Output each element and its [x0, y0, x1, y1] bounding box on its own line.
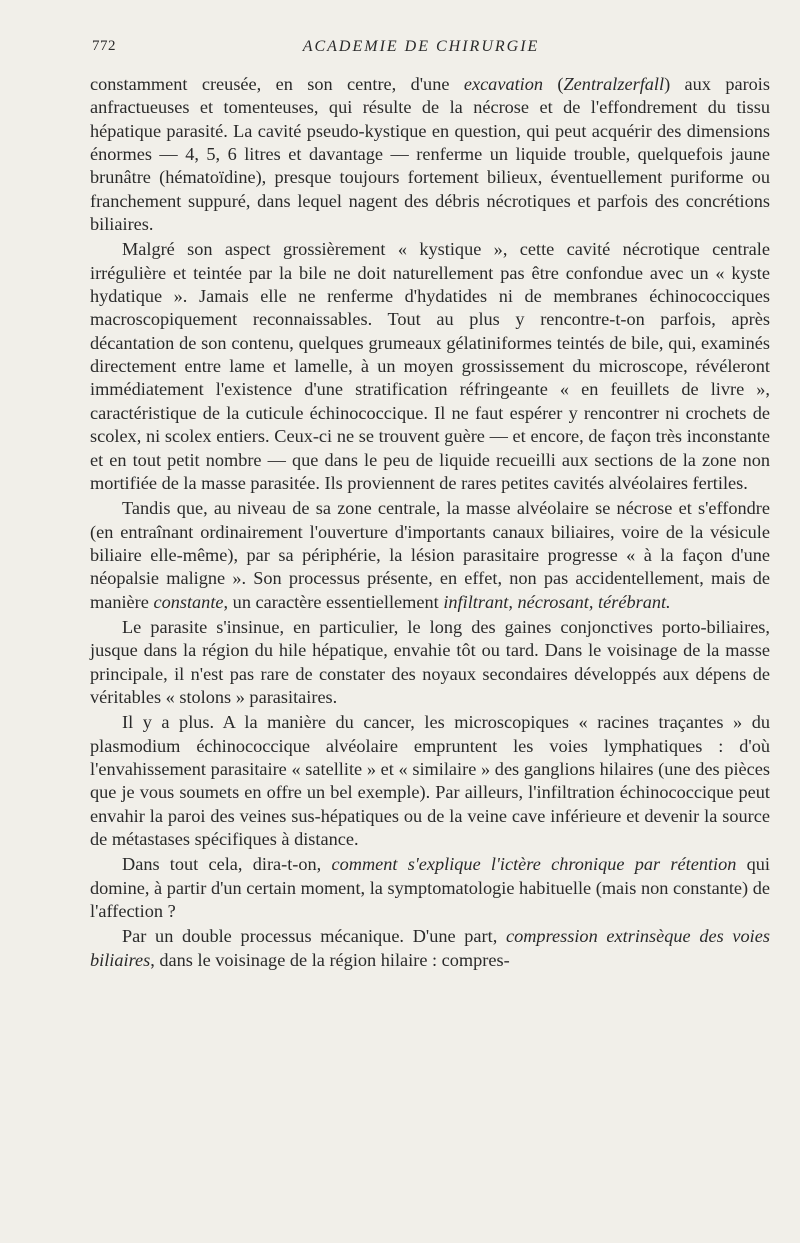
text-segment: qui domine, à partir d'un certain moment, la symptomatologie habituelle (mais non constante) de l'affection ?: [90, 854, 771, 922]
paragraph: [90, 711, 770, 851]
paragraph: [90, 616, 770, 709]
italic-text: compression extrinsèque des voies biliaires: [90, 926, 770, 970]
text-segment: Tandis que, au niveau de sa zone centrale, la masse alvéolaire se nécrose et s'effondre (en entraînant ordinairement l'ouverture d'importants canaux biliaires, voire de la vésicule biliaire elle-même), par sa périphérie, la lésion parasitaire progresse « à la façon d'une néopalsie maligne ». Son processus présente, en effet, non pas accidentellement, mais de manière: [90, 498, 770, 612]
text-segment: ) aux parois anfractueuses et tomenteuses, qui résulte de la nécrose et de l'effondrement du tissu hépatique parasité. La cavité pseudo-kystique en question, qui peut acquérir des dimensions énormes — 4, 5, 6 litres et davantage — renferme un liquide trouble, quelquefois jaune brunâtre (hématoïdine), presque toujours fortement bilieux, éventuellement puriforme ou franchement suppuré, dans lequel nagent des débris nécrotiques et parfois des concrétions biliaires.: [90, 74, 771, 235]
paragraph: [90, 238, 770, 495]
paragraph: [90, 853, 770, 923]
text-segment: (: [543, 74, 564, 94]
text-segment: Par un double processus mécanique. D'une part,: [122, 926, 506, 947]
paragraph: [90, 925, 770, 972]
paragraph: [90, 73, 770, 236]
italic-text: infiltrant, nécrosant, térébrant.: [443, 591, 671, 612]
body-text: [90, 73, 770, 972]
text-segment: Malgré son aspect grossièrement « kystique », cette cavité nécrotique centrale irrégulière et teintée par la bile ne doit naturellement pas être confondue avec un « kyste hydatique ». Jamais elle ne renferme d'hydatides ni de membranes échinococciques macroscopiquement reconnaissables. Tout au plus y rencontre-t-on parfois, après décantation de son contenu, quelques grumeaux gélatiniformes teintés de bile, qui, examinés directement entre lame et lamelle, à un moyen grossissement du microscope, révéleront immédiatement l'existence d'une stratification réfringeante « en feuillets de livre », caractéristique de la cuticule échinococcique. Il ne faut espérer y rencontrer ni crochets de scolex, ni scolex entiers. Ceux-ci ne se trouvent guère — et encore, de façon très inconstante et en tout petit nombre — que dans le peu de liquide recueilli aux sections de la zone non mortifiée de la masse parasitée. Ils proviennent de rares petites cavités alvéolaires fertiles.: [90, 239, 770, 493]
page-header: [92, 38, 750, 62]
running-title: ACADEMIE DE CHIRURGIE: [302, 38, 540, 55]
italic-text: Zentralzerfall: [563, 74, 665, 94]
text-segment: constamment creusée, en son centre, d'une: [90, 74, 464, 94]
page-number: 772: [92, 38, 116, 54]
italic-text: comment s'explique l'ictère chronique par rétention: [331, 854, 737, 875]
paragraph: [90, 497, 770, 614]
text-segment: , dans le voisinage de la région hilaire : compres-: [150, 949, 510, 970]
text-segment: , un caractère essentiellement: [223, 591, 444, 612]
text-segment: Dans tout cela, dira-t-on,: [122, 854, 332, 875]
italic-text: constante: [153, 591, 224, 612]
italic-text: excavation: [463, 74, 544, 94]
text-segment: Il y a plus. A la manière du cancer, les microscopiques « racines traçantes » du plasmodium échinococcique alvéolaire empruntent les voies lymphatiques : d'où l'envahissement parasitaire « satellite » et « similaire » des ganglions hilaires (une des pièces que je vous soumets en offre un bel exemple). Par ailleurs, l'infiltration échinococcique peut envahir la paroi des veines sus-hépatiques ou de la veine cave inférieure et devenir la source de métastases spécifiques à distance.: [90, 712, 770, 849]
text-segment: Le parasite s'insinue, en particulier, le long des gaines conjonctives porto-biliaires, jusque dans la région du hile hépatique, envahie tôt ou tard. Dans le voisinage de la masse principale, il n'est pas rare de constater des noyaux secondaires développés aux dépens de véritables « stolons » parasitaires.: [90, 616, 770, 707]
